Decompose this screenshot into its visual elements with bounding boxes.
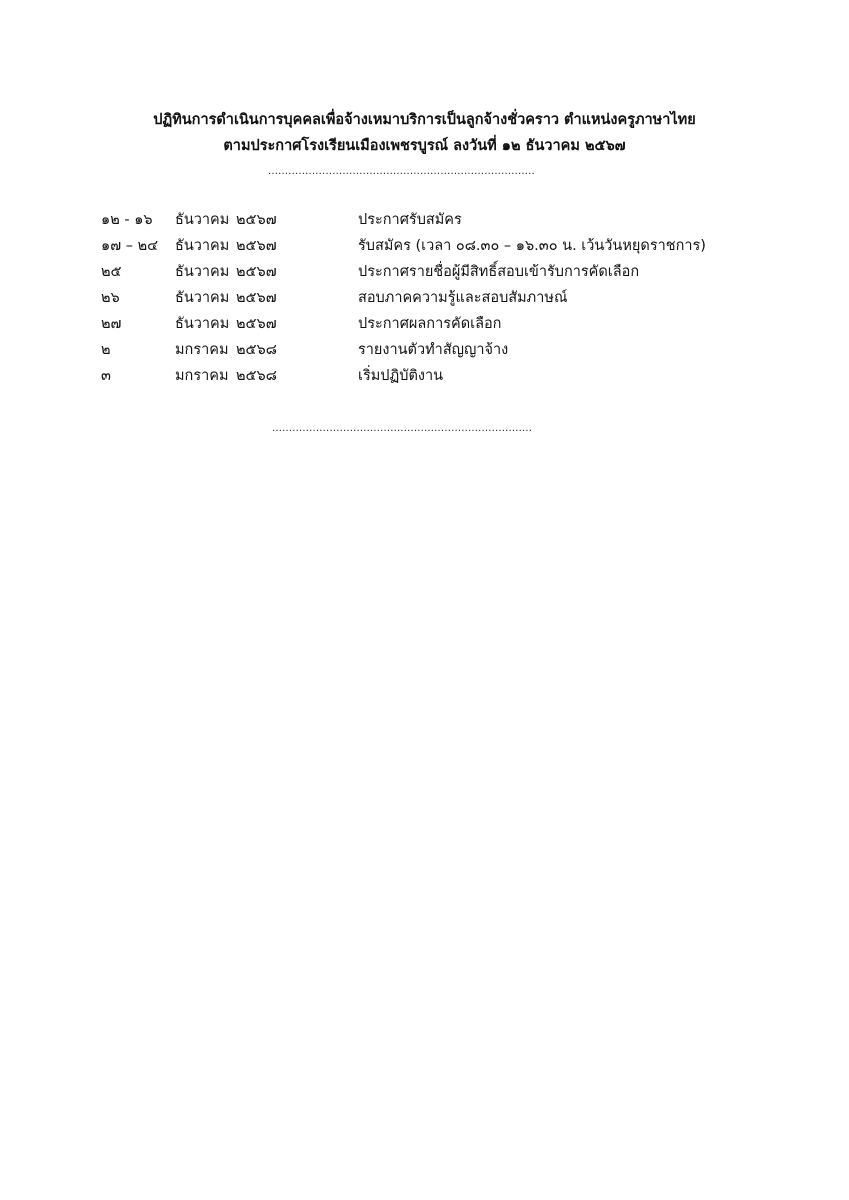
schedule-row	[0, 233, 849, 259]
schedule-day: ๑๗ – ๒๔	[101, 238, 159, 254]
title-line-1: ปฏิทินการดำเนินการบุคคลเพื่อจ้างเหมาบริการเป็นลูกจ้างชั่วคราว ตำแหน่งครูภาษาไทย	[153, 112, 696, 128]
schedule-day: ๓	[101, 368, 111, 384]
schedule-month: ธันวาคม	[175, 264, 230, 280]
schedule-row	[0, 259, 849, 285]
schedule-row	[0, 207, 849, 233]
schedule-day: ๒๕	[101, 264, 122, 280]
schedule-day: ๑๒ - ๑๖	[101, 212, 153, 228]
schedule-year: ๒๕๖๗	[236, 238, 277, 254]
schedule-month: ธันวาคม	[175, 290, 230, 306]
document-title	[0, 107, 849, 159]
schedule-month: ธันวาคม	[175, 238, 230, 254]
schedule-row	[0, 285, 849, 311]
schedule-month: ธันวาคม	[175, 212, 230, 228]
title-line-2: ตามประกาศโรงเรียนเมืองเพชรบูรณ์ ลงวันที่ ๑๒ ธันวาคม ๒๕๖๗	[223, 138, 626, 154]
schedule-month: มกราคม	[175, 342, 229, 358]
schedule-event: ประกาศรับสมัคร	[358, 212, 462, 228]
schedule-event: รับสมัคร (เวลา ๐๘.๓๐ – ๑๖.๓๐ น. เว้นวันหยุดราชการ)	[358, 238, 706, 254]
schedule-month: ธันวาคม	[175, 316, 230, 332]
schedule-row	[0, 311, 849, 337]
schedule-day: ๒	[101, 342, 111, 358]
schedule-year: ๒๕๖๗	[236, 264, 277, 280]
schedule-day: ๒๖	[101, 290, 120, 306]
schedule-year: ๒๕๖๘	[236, 368, 277, 384]
separator-top: ...............................................................................	[268, 166, 535, 177]
schedule-event: สอบภาคความรู้และสอบสัมภาษณ์	[358, 290, 568, 306]
schedule-month: มกราคม	[175, 368, 229, 384]
schedule-row	[0, 363, 849, 389]
schedule-event: รายงานตัวทำสัญญาจ้าง	[358, 342, 509, 358]
separator-bottom: .............................................................................	[272, 423, 533, 434]
schedule-year: ๒๕๖๘	[236, 342, 277, 358]
schedule-row	[0, 337, 849, 363]
schedule-table	[0, 207, 849, 389]
schedule-event: เริ่มปฏิบัติงาน	[358, 368, 443, 384]
schedule-day: ๒๗	[101, 316, 122, 332]
schedule-year: ๒๕๖๗	[236, 316, 277, 332]
schedule-event: ประกาศรายชื่อผู้มีสิทธิ์สอบเข้ารับการคัดเลือก	[358, 264, 640, 280]
schedule-event: ประกาศผลการคัดเลือก	[358, 316, 502, 332]
schedule-year: ๒๕๖๗	[236, 212, 277, 228]
schedule-year: ๒๕๖๗	[236, 290, 277, 306]
